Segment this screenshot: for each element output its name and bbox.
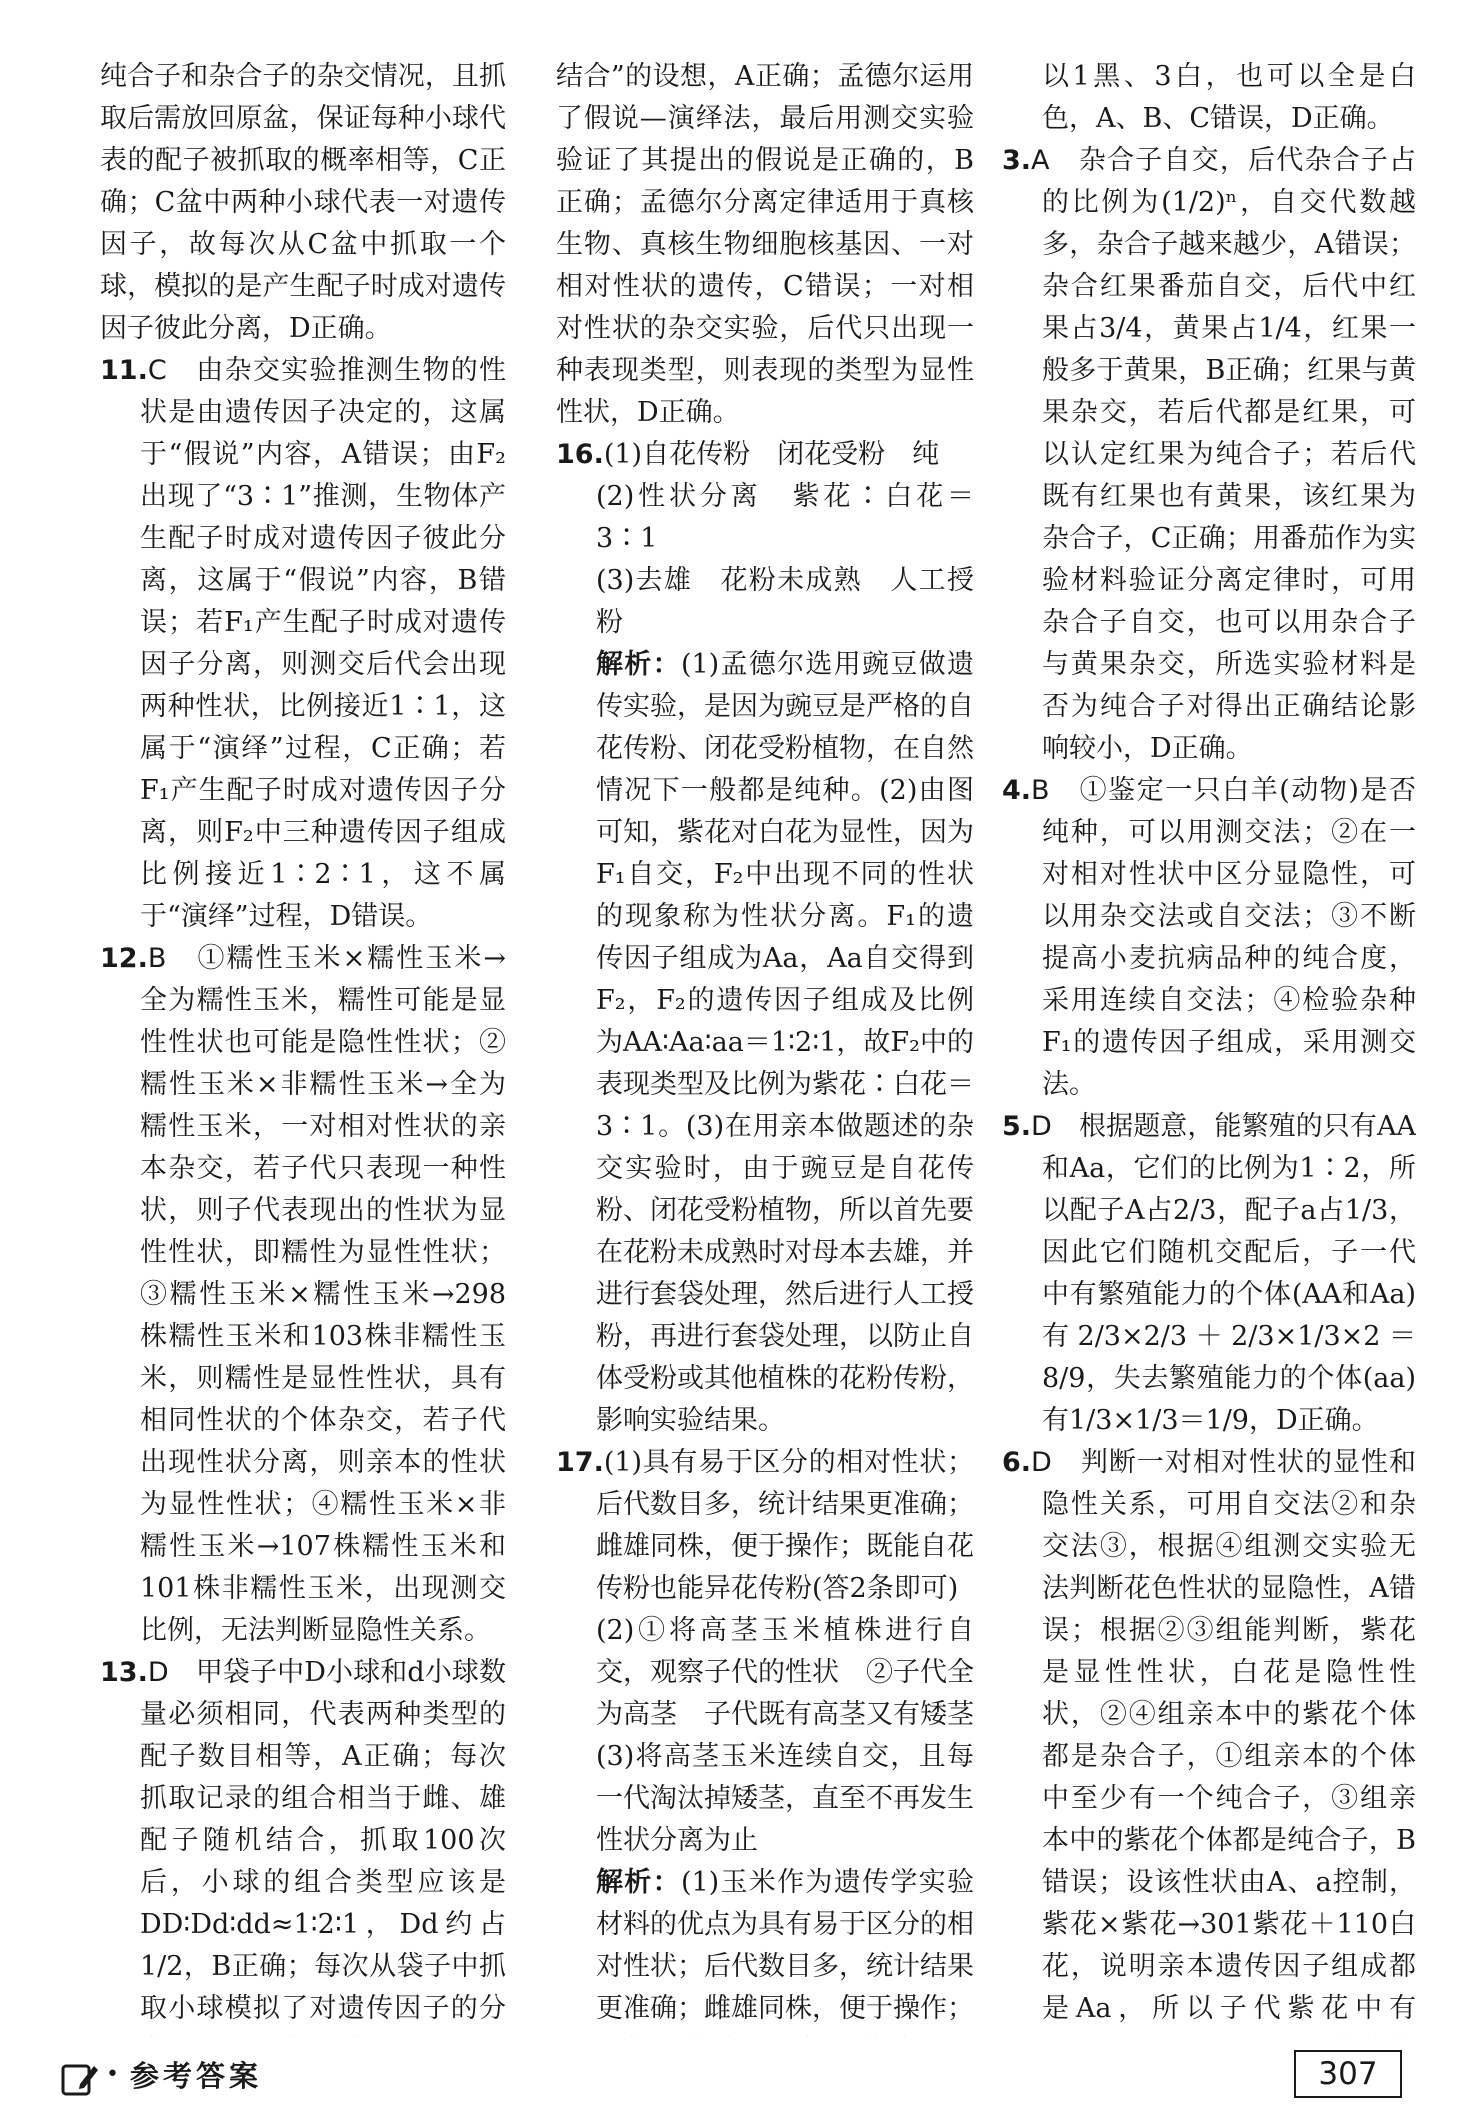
footer-dot: • xyxy=(106,2062,119,2087)
answer-item-4 xyxy=(1002,770,1416,1106)
item-number: 6. xyxy=(1002,1447,1032,1478)
pencil-notebook-icon xyxy=(60,2058,100,2098)
answer-choice: D xyxy=(1031,1447,1052,1478)
column-middle xyxy=(556,56,974,2036)
answer-line: (3)去雄 花粉未成熟 人工授粉 xyxy=(596,565,974,638)
item-number: 17. xyxy=(556,1447,604,1478)
answer-line: (2)性状分离 紫花∶白花＝3∶1 xyxy=(596,481,974,554)
answer-choice: D xyxy=(1031,1111,1052,1142)
answer-item-17 xyxy=(556,1442,974,2036)
item-number: 12. xyxy=(100,943,148,974)
answer-item-13 xyxy=(100,1652,506,2036)
analysis-text: (1)孟德尔选用豌豆做遗传实验，是因为豌豆是严格的自花传粉、闭花受粉植物，在自然情况下一般都是纯种。(2)由图可知，紫花对白花为显性，因为F₁自交，F₂中出现不同的性状的现象称为性状分离。F₁的遗传因子组成为Aa，Aa自交得到F₂，F₂的遗传因子组成及比例为AA∶Aa∶aa＝1∶2∶1，故F₂中的表现类型及比例为紫花∶白花＝3∶1。(3)在用亲本做题述的杂交实验时，由于豌豆是自花传粉、闭花受粉植物，所以首先要在花粉未成熟时对母本去雄，并进行套袋处理，然后进行人工授粉，再进行套袋处理，以防止自体受粉或其他植株的花粉传粉，影响实验结果。 xyxy=(596,649,974,1436)
answer-line xyxy=(556,434,974,476)
answer-explanation: ①糯性玉米×糯性玉米→全为糯性玉米，糯性可能是显性性状也可能是隐性性状；②糯性玉米×非糯性玉米→全为糯性玉米，一对相对性状的亲本杂交，若子代只表现一种性状，则子代表现出的性状为显性性状，即糯性为显性性状；③糯性玉米×糯性玉米→298株糯性玉米和103株非糯性玉米，则糯性是显性性状，具有相同性状的个体杂交，若子代出现性状分离，则亲本的性状为显性性状；④糯性玉米×非糯性玉米→107株糯性玉米和101株非糯性玉米，出现测交比例，无法判断显隐性关系。 xyxy=(140,943,506,1646)
answer-item-11 xyxy=(100,350,506,938)
paragraph-continued: 纯合子和杂合子的杂交情况，且抓取后需放回原盆，保证每种小球代表的配子被抓取的概率相等，C正确；C盆中两种小球代表一对遗传因子，故每次从C盆中抓取一个球，模拟的是产生配子时成对遗传因子彼此分离，D正确。 xyxy=(100,61,506,344)
page-footer xyxy=(60,2050,1420,2110)
paragraph-continued: 以1黑、3白，也可以全是白色，A、B、C错误，D正确。 xyxy=(1042,61,1416,134)
page-number: 307 xyxy=(1294,2050,1402,2098)
analysis-label: 解析： xyxy=(596,649,681,680)
answer-line: (3)将高茎玉米连续自交，且每一代淘汰掉矮茎，直至不再发生性状分离为止 xyxy=(596,1741,974,1856)
answer-item-6 xyxy=(1002,1442,1416,2036)
analysis-text: (1)玉米作为遗传学实验材料的优点为具有易于区分的相对性状；后代数目多，统计结果更准确；雌雄同株，便于操作； xyxy=(596,1867,974,2024)
answer-choice: B xyxy=(147,943,167,974)
item-number: 11. xyxy=(100,355,148,386)
answer-item-12 xyxy=(100,938,506,1652)
footer-label: 参考答案 xyxy=(130,2059,263,2093)
answer-choice: A xyxy=(1031,145,1050,176)
column-right xyxy=(1002,56,1416,2036)
answer-item-5 xyxy=(1002,1106,1416,1442)
answer-choice: C xyxy=(147,355,167,386)
analysis xyxy=(556,644,974,1442)
answer-explanation: 杂合子自交，后代杂合子占的比例为(1/2)ⁿ，自交代数越多，杂合子越来越少，A错误；杂合红果番茄自交，后代中红果占3/4，黄果占1/4，红果一般多于黄果，B正确；红果与黄果杂交，若后代都是红果，可以认定红果为纯合子；若后代既有红果也有黄果，该红果为杂合子，C正确；用番茄作为实验材料验证分离定律时，可用杂合子自交，也可以用杂合子与黄果杂交，所选实验材料是否为纯合子对得出正确结论影响较小，D正确。 xyxy=(1042,145,1416,764)
paragraph-continued: 结合”的设想，A正确；孟德尔运用了假说—演绎法，最后用测交实验验证了其提出的假说是正确的，B正确；孟德尔分离定律适用于真核生物、真核生物细胞核基因、一对相对性状的遗传，C错误；一对相对性状的杂交实验，后代只出现一种表现类型，则表现的类型为显性性状，D正确。 xyxy=(556,61,974,428)
answer-explanation: 根据题意，能繁殖的只有AA和Aa，它们的比例为1∶2，所以配子A占2/3，配子a占1/3，因此它们随机交配后，子一代中有繁殖能力的个体(AA和Aa)有2/3×2/3＋2/3×1/3×2＝8/9，失去繁殖能力的个体(aa)有1/3×1/3＝1/9，D正确。 xyxy=(1042,1111,1416,1436)
answer-choice: B xyxy=(1031,775,1050,806)
answer-item-3 xyxy=(1002,140,1416,770)
answer-explanation: ①鉴定一只白羊(动物)是否纯种，可以用测交法；②在一对相对性状中区分显隐性，可以用杂交法或自交法；③不断提高小麦抗病品种的纯合度，采用连续自交法；④检验杂种F₁的遗传因子组成，采用测交法。 xyxy=(1042,775,1416,1100)
answer-line: (2)①将高茎玉米植株进行自交，观察子代的性状 ②子代全为高茎 子代既有高茎又有矮茎 xyxy=(596,1615,974,1730)
column-left xyxy=(100,56,506,2036)
item-number: 5. xyxy=(1002,1111,1032,1142)
item-number: 16. xyxy=(556,439,604,470)
answer-text: (1)自花传粉 闭花受粉 纯 xyxy=(603,439,940,470)
answer-line xyxy=(556,1442,974,1610)
analysis-label: 解析： xyxy=(596,1867,681,1898)
item-number: 4. xyxy=(1002,775,1032,806)
analysis xyxy=(556,1862,974,2036)
answer-explanation: 由杂交实验推测生物的性状是由遗传因子决定的，这属于“假说”内容，A错误；由F₂出现了“3∶1”推测，生物体产生配子时成对遗传因子彼此分离，这属于“假说”内容，B错误；若F₁产生配子时成对遗传因子分离，则测交后代会出现两种性状，比例接近1∶1，这属于“演绎”过程，C正确；若F₁产生配子时成对遗传因子分离，则F₂中三种遗传因子组成比例接近1∶2∶1，这不属于“演绎”过程，D错误。 xyxy=(140,355,506,932)
item-number: 13. xyxy=(100,1657,148,1688)
answer-text: (1)具有易于区分的相对性状；后代数目多，统计结果更准确；雌雄同株，便于操作；既能自花传粉也能异花传粉(答2条即可) xyxy=(596,1447,974,1604)
answer-explanation: 判断一对相对性状的显性和隐性关系，可用自交法②和杂交法③，根据④组测交实验无法判断花色性状的显隐性，A错误；根据②③组能判断，紫花是显性性状，白花是隐性性状，②④组亲本中的紫花个体都是杂合子，①组亲本的个体中至少有一个纯合子，③组亲本中的紫花个体都是纯合子，B错误；设该性状由A、a控制，紫花×紫花→301紫花＋110白花，说明亲本遗传因子组成都是Aa，所以子代紫花中有 xyxy=(1042,1447,1416,2024)
item-number: 3. xyxy=(1002,145,1032,176)
answer-explanation: 甲袋子中D小球和d小球数量必须相同，代表两种类型的配子数目相等，A正确；每次抓取记录的组合相当于雌、雄配子随机结合，抓取100次后，小球的组合类型应该是DD∶Dd∶dd≈1∶2∶1，Dd约占1/2，B正确；每次从袋子中抓取小球模拟了对遗传因子的分 xyxy=(140,1657,506,2024)
answer-item-16 xyxy=(556,434,974,1442)
answer-choice: D xyxy=(147,1657,169,1688)
